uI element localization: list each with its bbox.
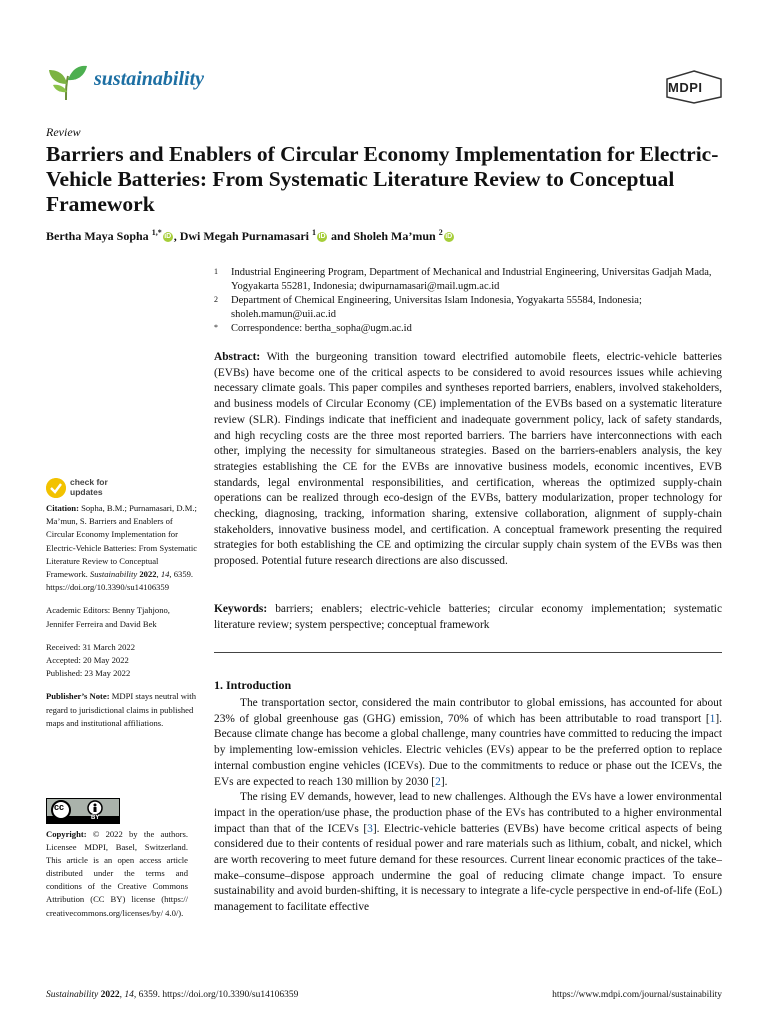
publisher-note-text: MDPI stays neutral with regard to jurisdictional claims in published maps and institutional affiliations. xyxy=(46,691,196,728)
citation-journal: Sustainability xyxy=(89,569,138,580)
published-date: Published: 23 May 2022 xyxy=(46,668,131,679)
check-for-updates-button[interactable] xyxy=(70,477,108,497)
author-name[interactable]: Sholeh Ma’mun xyxy=(353,229,436,243)
footer-year: 2022 xyxy=(100,990,120,1000)
abstract-text: With the burgeoning transition toward electrified automobile fleets, electric-vehicle batteries (EVBs) have become one of the critical aspects to be considered to avoid resources issues while achieving necessary climate goals. This paper compiles and syntheses reported barriers, enablers, involved stakeholders, and business models of Circular Economy (CE) implementation of the EVBs based on a systematic literature review (SLR). Findings indicate that inefficient and inadequate government policy, lack of safety standards, and high recycling costs are the three most reported barriers. The barriers have interconnections with each other, implying the necessity for simultaneous strategies. Based on the barriers-enablers analysis, the key strategies establishing the CE for the EVBs are innovative business models, economic incentives, EVB standards, legal environmental responsibilities, and certification, whereas the optimized supply-chain operations can be realized through eco-design of the EVBs, battery modularization, proper technology for checking, diagnosing, tracking, information sharing, extensive collaboration, alignment of supply-chain stakeholders, innovative business model, and certification. A conceptual framework presenting the required strategies for both establishing the CE and optimizing the circular supply chain system of the EVBs was then proposed. Potential future research directions are also discussed. xyxy=(214,351,722,568)
affiliation-item xyxy=(214,266,724,294)
author-name[interactable]: Bertha Maya Sopha xyxy=(46,229,149,243)
author-separator: , xyxy=(173,229,180,243)
author-affiliation-mark: 2 xyxy=(438,228,443,237)
check-for-updates-icon[interactable] xyxy=(46,478,66,498)
citation-block: Citation: Sopha, B.M.; Purnamasari, D.M.; Ma’mun, S. Barriers and Enablers of Circular Economy Implementation for Electric-Vehicle Batteries: From Systematic Literature Review to Conceptual Framework. Sustainability 2022, 14, 6359. https://doi.org/10.3390/su14106359 xyxy=(46,503,198,593)
affiliation-mark: 1 xyxy=(214,267,218,276)
accepted-date: Accepted: 20 May 2022 xyxy=(46,655,129,666)
citation-volume: 14 xyxy=(160,569,170,580)
affiliation-mark: 2 xyxy=(214,295,218,304)
reference-link[interactable]: 2 xyxy=(435,775,441,788)
publisher-note-label: Publisher’s Note: xyxy=(46,691,110,702)
citation-label: Citation: xyxy=(46,503,79,513)
paragraph-text: ]. Electric-vehicle batteries (EVBs) have become critical aspects of being considered due to their contents of residual power and rare materials such as lithium, cobalt, and nickel, which are worth recovering to meet future demand for these resources. Current linear economic practices of the take–make–consume–dispose approach undermine the goal of reducing climate change impact. To ensure sustainability and avoid burden-shifting, it is necessary to integrate a life-cycle perspective in end-of-life (EoL) management to facilitate effective xyxy=(214,822,722,914)
author-affiliation-mark: 1,* xyxy=(151,228,162,237)
copyright-label: Copyright: xyxy=(46,829,87,839)
orcid-icon[interactable]: iD xyxy=(445,233,453,241)
abstract xyxy=(214,350,722,570)
affiliation-text: Industrial Engineering Program, Department of Mechanical and Industrial Engineering, Universitas Gadjah Mada, Yogyakarta 55281, Indonesia; dwipurnamasari@mail.ugm.ac.id xyxy=(231,267,712,292)
publisher-note xyxy=(46,690,198,730)
paragraph-text: ]. Because climate change has become a global challenge, many countries have committed to reducing the impact by implementing low-emission vehicles. Electric vehicles (EVs) appear to be the preferred option to replace internal combustion engine vehicles (ICEVs). Due to the commitments to reduce or phase out the ICEVs, the EVs are expected to reach 130 million by 2030 [ xyxy=(214,712,722,788)
citation-year: 2022 xyxy=(139,569,157,580)
orcid-icon[interactable]: iD xyxy=(318,233,326,241)
publication-dates xyxy=(46,641,198,681)
keywords-label: Keywords: xyxy=(214,603,268,615)
affiliation-mark: * xyxy=(214,323,218,332)
paragraph-text: The transportation sector, considered the main contributor to global emissions, has accounted for about 23% of global greenhouse gas (GHG) emission, 70% of which has been attributable to road transport [ xyxy=(214,697,722,725)
footer-citation: Sustainability 2022, 14, 6359. https://doi.org/10.3390/su14106359 xyxy=(46,990,299,1000)
abstract-label: Abstract: xyxy=(214,351,261,363)
reference-link[interactable]: 3 xyxy=(367,822,373,835)
keywords-text: barriers; enablers; electric-vehicle batteries; circular economy implementation; systematic literature review; system perspective; conceptual framework xyxy=(214,603,722,631)
paragraph xyxy=(214,696,722,790)
copyright-notice xyxy=(46,828,188,920)
section-heading: 1. Introduction xyxy=(214,678,292,692)
copyright-text: © 2022 by the authors. Licensee MDPI, Basel, Switzerland. This article is an open access article distributed under the terms and conditions of the Creative Commons Attribution (CC BY) license (https:// creativecommons.org/licenses/by/ 4.0/). xyxy=(46,829,188,918)
author-name[interactable]: Dwi Megah Purnamasari xyxy=(179,229,310,243)
sustainability-leaf-icon xyxy=(46,62,90,102)
paragraph-text: ]. xyxy=(440,775,448,788)
introduction-body xyxy=(214,696,722,916)
check-for-updates-line1: check for xyxy=(70,477,108,487)
cc-mark-glyph: cc xyxy=(54,802,65,812)
article-type: Review xyxy=(46,125,81,139)
publisher-logo-text: MDPI xyxy=(668,80,703,95)
article-sidebar xyxy=(46,502,198,740)
footer-doi-link[interactable]: , 6359. https://doi.org/10.3390/su14106359 xyxy=(133,990,299,1000)
citation-doi-link[interactable]: , 6359. https://doi.org/10.3390/su14106359 xyxy=(46,569,194,593)
author-list xyxy=(46,228,455,244)
affiliation-text: Department of Chemical Engineering, Universitas Islam Indonesia, Yogyakarta 55584, Indonesia; sholeh.mamun@uii.ac.id xyxy=(231,295,642,320)
cc-by-label: BY xyxy=(91,815,100,821)
cc-by-license-badge[interactable] xyxy=(46,798,120,824)
affiliation-item xyxy=(214,294,724,322)
article-title: Barriers and Enablers of Circular Economy Implementation for Electric-Vehicle Batteries: From Systematic Literature Review to Conceptual Framework xyxy=(46,142,719,216)
journal-name: sustainability xyxy=(94,68,205,90)
received-date: Received: 31 March 2022 xyxy=(46,641,136,652)
academic-editors: Academic Editors: Benny Tjahjono, Jennifer Ferreira and David Bek xyxy=(46,605,170,629)
correspondence-text: Correspondence: bertha_sopha@ugm.ac.id xyxy=(231,323,412,334)
footer-journal-url[interactable]: https://www.mdpi.com/journal/sustainability xyxy=(552,990,722,1000)
check-for-updates-line2: updates xyxy=(70,487,103,497)
affiliations xyxy=(214,266,724,336)
citation-text: Sopha, B.M.; Purnamasari, D.M.; Ma’mun, S. Barriers and Enablers of Circular Economy Implementation for Electric-Vehicle Batteries: From Systematic Literature Review to Conceptual Framework. xyxy=(46,503,198,580)
section-divider xyxy=(214,652,722,653)
author-affiliation-mark: 1 xyxy=(312,228,317,237)
reference-link[interactable]: 1 xyxy=(709,712,716,725)
paragraph xyxy=(214,790,722,916)
keywords xyxy=(214,602,722,633)
footer-volume: 14 xyxy=(124,990,134,1000)
author-separator: and xyxy=(328,229,354,243)
affiliation-item xyxy=(214,322,724,336)
footer-journal: Sustainability xyxy=(46,990,99,1000)
orcid-icon[interactable]: iD xyxy=(164,233,172,241)
paragraph-text: The rising EV demands, however, lead to new challenges. Although the EVs have a lower environmental impact in the operation/use phase, the production phase of the EVs has contributed to a higher environmental impact than that of the ICEVs [ xyxy=(214,791,722,835)
